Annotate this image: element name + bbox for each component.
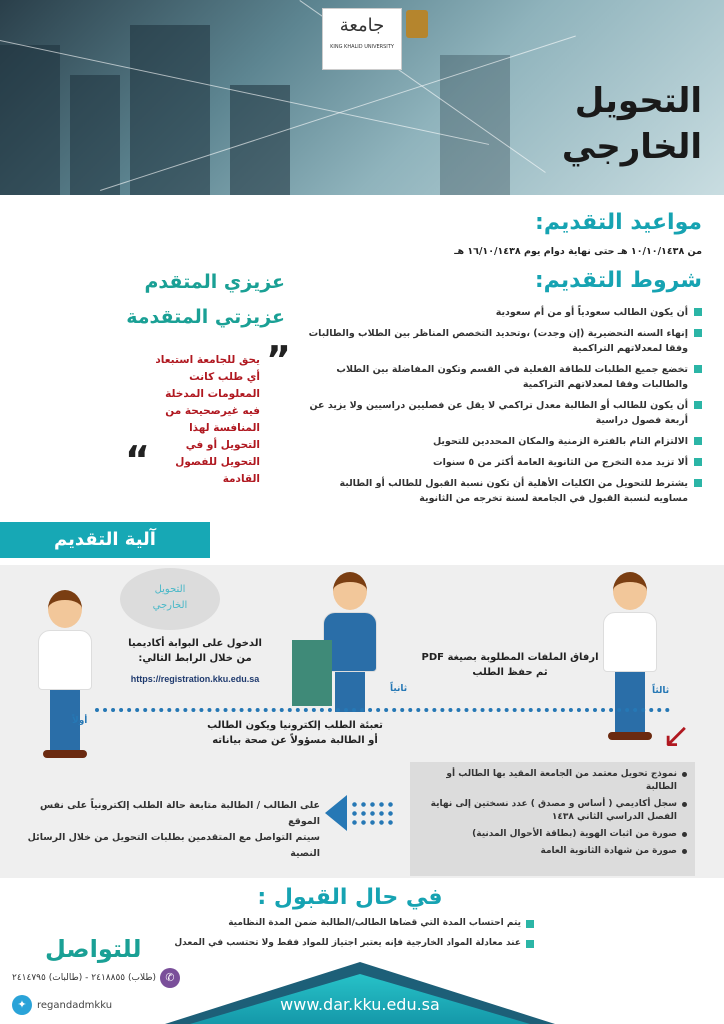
list-item: صورة من شهادة الثانوية العامة — [418, 845, 687, 858]
list-item: سجل أكاديمي ( أساس و مصدق ) عدد نسختين إلى نهاية الفصل الدراسي الثاني ١٤٣٨ — [418, 798, 687, 824]
warning-text: يحق للجامعة استبعاد أي طلب كانت المعلومات المدخلة فيه غيرصحيحة من المنافسة لهذا التحويل أو في التحويل للفصول القادمة — [155, 354, 260, 485]
step1-text: الدخول على البوابة أكاديميا من خلال الرابط التالي: https://registration.kku.edu.sa — [105, 636, 285, 687]
close-quote: “ — [125, 438, 150, 482]
dates-text: من ١٠/١٠/١٤٣٨ هـ حتى نهاية دوام يوم ١٦/١٠/١٤٣٨ هـ — [454, 246, 702, 257]
step2-label: ثانياً — [390, 684, 408, 694]
step1-label: أولاً — [72, 716, 88, 726]
desk — [292, 640, 332, 706]
follow-up-text: على الطالب / الطالبة متابعة حالة الطلب إلكترونياً على نفس الموقع سيتم التواصل مع المتقدمين بطلبات التحويل من خلال الرسائل النصية — [27, 800, 320, 859]
step3-text: ارفاق الملفات المطلوبة بصيغة PDF ثم حفظ الطلب — [421, 652, 599, 678]
greeting: عزيزي المتقدم عزيزتي المتقدمة — [126, 271, 285, 328]
list-item: الالتزام التام بالفترة الزمنية والمكان المحددين للتحويل — [302, 434, 702, 449]
acceptance-list — [164, 918, 534, 958]
phone-contact: ✆ (طلاب) ٢٤١٨٨٥٥ - (طالبات) ٢٤١٤٧٩٥ — [12, 968, 180, 988]
list-item: ألا تزيد مدة التخرج من الثانوية العامة أكثر من ٥ سنوات — [302, 455, 702, 470]
list-item: عند معادلة المواد الخارجية فإنه يعتبر اجتياز للمواد فقط ولا تحتسب في المعدل — [164, 938, 534, 948]
list-item: نموذج تحويل معتمد من الجامعة المقيد بها الطالب أو الطالبة — [418, 768, 687, 794]
list-item: صورة من اثبات الهوية (بطاقة الأحوال المدنية) — [418, 828, 687, 841]
acceptance-heading: في حال القبول : — [257, 885, 443, 910]
chevron-left-icon — [325, 795, 347, 831]
conditions-list — [302, 305, 702, 512]
twitter-contact[interactable]: ✦ regandadmkku — [12, 995, 112, 1015]
website-link[interactable]: www.dar.kku.edu.sa — [280, 995, 440, 1014]
step3-label: ثالثاً — [652, 686, 670, 696]
open-quote: ” — [266, 338, 291, 382]
red-arrow-icon: ↙ — [662, 716, 691, 756]
phone-icon: ✆ — [160, 968, 180, 988]
list-item: يشترط للتحويل من الكليات الأهلية أن تكون نسبة القبول للطالب أو الطالبة مساويه لنسبة القبول في الجامعة لسنة تخرجه من الثانوية — [302, 476, 702, 506]
conditions-heading: شروط التقديم: — [534, 268, 702, 293]
page-title: التحويل الخارجي — [561, 81, 702, 167]
list-item: إنهاء السنه التحضيرية (إن وجدت) ،وتحديد التخصص المناظر بين الطلاب والطالبات وفقا لمعدلاتهم التراكمية — [302, 326, 702, 356]
process-heading: آلية التقديم — [0, 522, 210, 558]
list-item: يتم احتساب المدة التي قضاها الطالب/الطالبة ضمن المدة النظامية — [164, 918, 534, 928]
student-figure-1 — [35, 590, 95, 758]
university-logo: جامعة KING KHALID UNIVERSITY — [322, 8, 402, 70]
contact-heading: للتواصل — [45, 935, 142, 963]
list-item: تخضع جميع الطلبات للطاقة الفعلية في القسم وتكون المفاضلة بين الطلاب والطالبات وفقا لمعدلاتهم التراكمية — [302, 362, 702, 392]
dots-pattern — [350, 800, 395, 828]
twitter-icon: ✦ — [12, 995, 32, 1015]
list-item: أن يكون الطالب سعودياً أو من أم سعودية — [302, 305, 702, 320]
timeline-dots — [95, 708, 670, 712]
registration-link[interactable]: https://registration.kku.edu.sa — [130, 674, 260, 684]
list-item: أن يكون للطالب أو الطالبة معدل تراكمي لا يقل عن فصليين دراسيين ولا يزيد عن أربعة فصول دراسية — [302, 398, 702, 428]
dates-heading: مواعيد التقديم: — [535, 210, 702, 235]
thought-cloud: التحويل الخارجي — [120, 568, 220, 630]
emblem-logo — [406, 10, 428, 38]
student-figure-3 — [600, 572, 660, 740]
step2-text: تعبئة الطلب إلكترونيا ويكون الطالب أو الطالبة مسؤولاً عن صحة بياناته — [207, 720, 383, 746]
documents-list — [410, 762, 695, 876]
